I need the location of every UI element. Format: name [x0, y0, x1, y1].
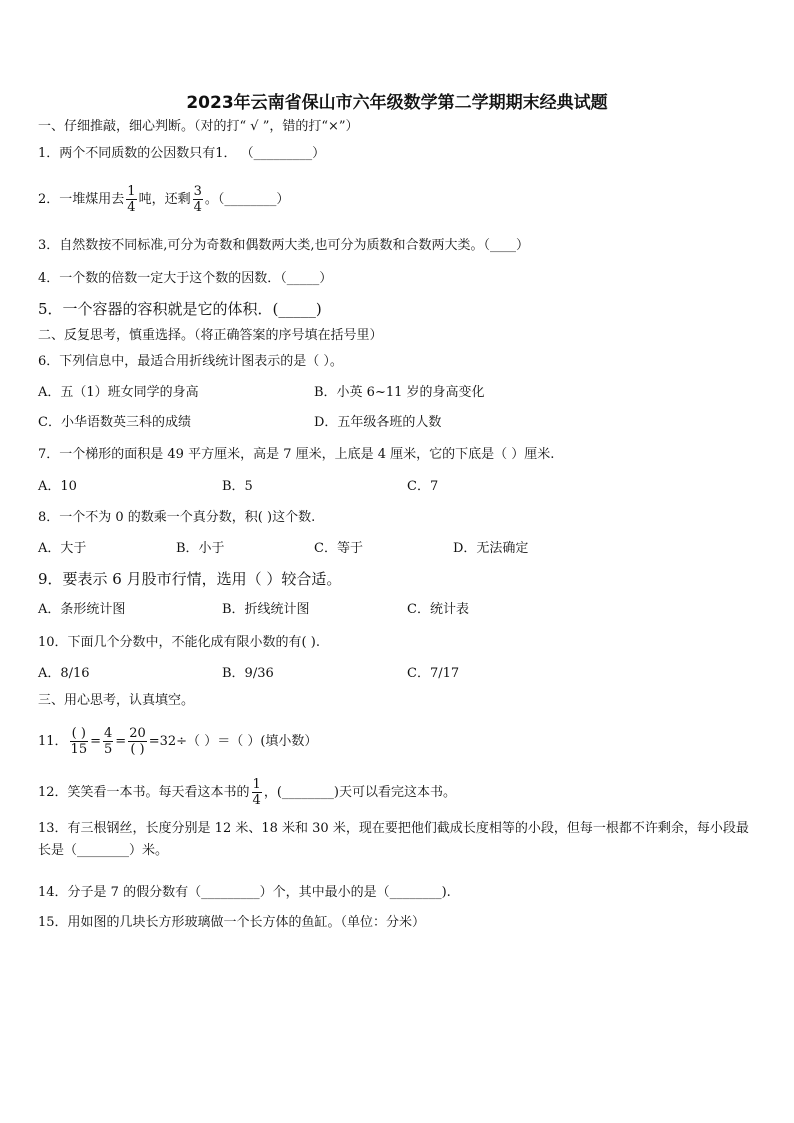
question-10-option-b: B．9/36	[222, 666, 274, 681]
question-2-text-a: 2．一堆煤用去	[38, 192, 125, 207]
question-9-option-c: C．统计表	[407, 602, 469, 617]
page-title: 2023年云南省保山市六年级数学第二学期期末经典试题	[186, 93, 608, 113]
question-6-option-b: B．小英 6~11 岁的身高变化	[314, 385, 485, 400]
question-7-option-c: C．7	[407, 479, 439, 494]
fraction-blank-over-15: $\frac{( )}{15}$	[70, 726, 88, 757]
question-8-option-d: D．无法确定	[453, 541, 529, 556]
question-8-option-a: A．大于	[38, 541, 87, 556]
question-7-option-a: A．10	[38, 479, 77, 494]
question-7-option-b: B．5	[222, 479, 253, 494]
question-6-option-c: C．小华语数英三科的成绩	[38, 415, 191, 430]
question-9-stem: 9．要表示 6 月股市行情，选用（ ）较合适。	[38, 570, 342, 588]
section-2-heading: 二、反复思考，慎重选择。（将正确答案的序号填在括号里）	[38, 328, 383, 343]
question-12-text-b: ，(________)天可以看完这本书。	[263, 785, 456, 800]
question-12	[38, 773, 456, 813]
question-6-option-a: A．五（1）班女同学的身高	[38, 385, 199, 400]
question-10-option-c: C．7/17	[407, 666, 460, 681]
question-9-option-a: A．条形统计图	[38, 602, 126, 617]
section-3-heading: 三、用心思考，认真填空。	[38, 693, 195, 708]
question-8-option-c: C．等于	[314, 541, 363, 556]
question-3: 3．自然数按不同标准,可分为奇数和偶数两大类,也可分为质数和合数两大类。（____）	[38, 238, 530, 253]
question-11-rest: =32÷（ ）＝（ ）(填小数）	[148, 734, 318, 749]
question-5: 5．一个容器的容积就是它的体积．(_____)	[38, 300, 322, 318]
question-6-stem: 6．下列信息中，最适合用折线统计图表示的是（ ）。	[38, 354, 343, 369]
question-7-stem: 7．一个梯形的面积是 49 平方厘米，高是 7 厘米，上底是 4 厘米，它的下底是（ ）厘米.	[38, 447, 555, 462]
question-9-option-b: B．折线统计图	[222, 602, 310, 617]
fraction-20-over-blank: $\frac{20}{( )}$	[129, 726, 146, 757]
question-2-text-c: 。（________）	[204, 192, 290, 207]
fraction-one-quarter: $\frac{1}{4}$	[127, 184, 136, 215]
question-15: 15．用如图的几块长方形玻璃做一个长方体的鱼缸。（单位：分米）	[38, 915, 426, 930]
question-6-option-d: D．五年级各班的人数	[314, 415, 442, 430]
fraction-one-quarter: $\frac{1}{4}$	[252, 777, 261, 808]
section-1-heading: 一、仔细推敲，细心判断。（对的打“ √ ”，错的打“×”）	[38, 119, 359, 134]
question-1: 1．两个不同质数的公因数只有1． （_________）	[38, 146, 326, 161]
question-2	[38, 180, 289, 220]
equals-sign: =	[115, 734, 127, 749]
question-8-option-b: B．小于	[176, 541, 225, 556]
question-8-stem: 8．一个不为 0 的数乘一个真分数，积( )这个数.	[38, 510, 316, 525]
fraction-four-fifths: $\frac{4}{5}$	[104, 726, 113, 757]
question-2-text-b: 吨，还剩	[138, 192, 191, 207]
question-10-option-a: A．8/16	[38, 666, 90, 681]
equals-sign: =	[90, 734, 101, 749]
fraction-three-quarters: $\frac{3}{4}$	[193, 184, 202, 215]
question-13: 13．有三根钢丝，长度分别是 12 米、18 米和 30 米，现在要把他们截成长度相等的小段，但每一根都不许剩余，每小段最长是（________）米。	[38, 821, 749, 858]
question-4: 4．一个数的倍数一定大于这个数的因数．（_____）	[38, 271, 333, 286]
question-11	[38, 720, 317, 764]
question-12-text-a: 12．笑笑看一本书。每天看这本书的	[38, 785, 250, 800]
question-11-number: 11．	[38, 734, 68, 749]
question-10-stem: 10．下面几个分数中，不能化成有限小数的有( ).	[38, 635, 320, 650]
question-14: 14．分子是 7 的假分数有（_________）个，其中最小的是（________).	[38, 885, 451, 900]
